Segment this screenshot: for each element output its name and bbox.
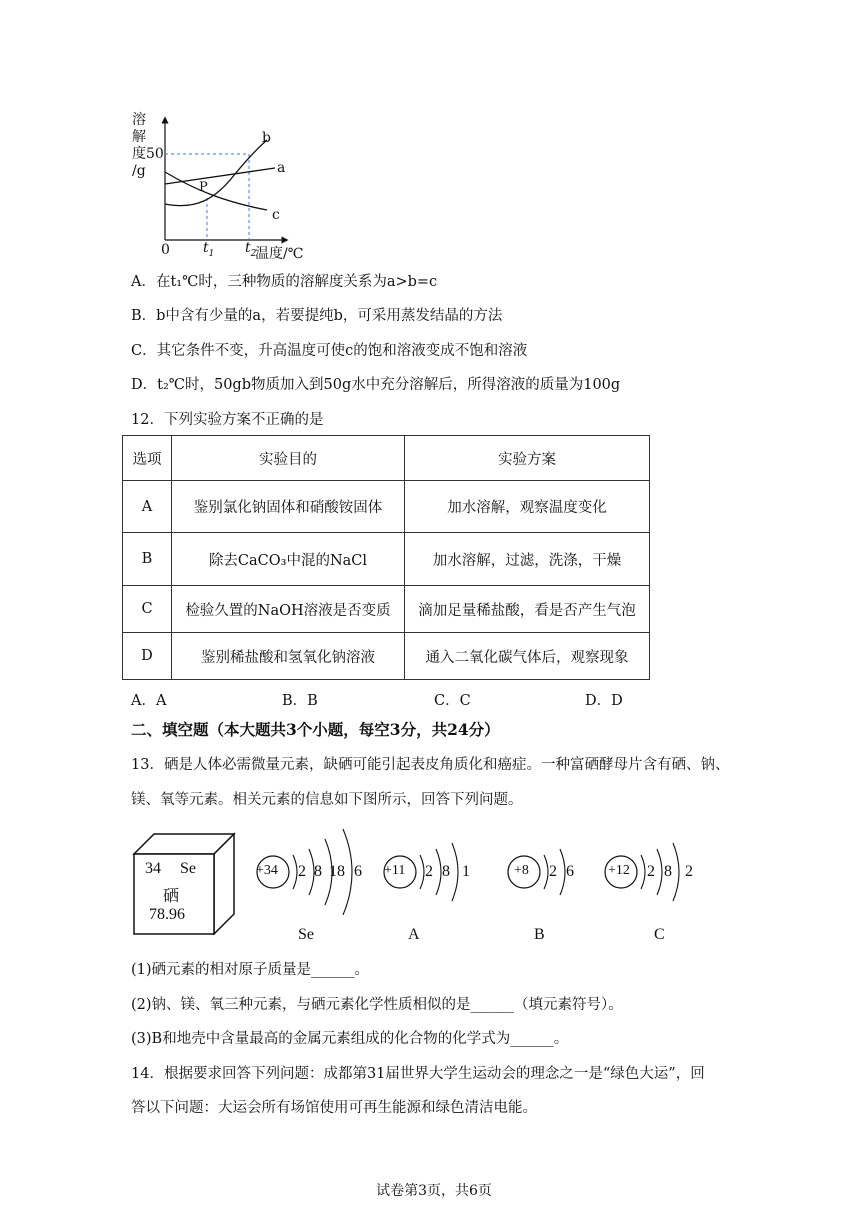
element-card-box [130,830,240,935]
q13-sub2: (2)钠、镁、氧三种元素，与硒元素化学性质相似的是______（填元素符号）。 [131,997,623,1013]
nucleus-b-label: +8 [514,863,529,878]
solubility-graph [125,110,325,260]
element-mass: 78.96 [149,906,185,923]
header-option: 选项 [123,436,172,481]
nucleus-c-label: +12 [608,863,630,878]
y-tick-50: 50 [146,146,164,162]
element-symbol: Se [180,860,196,877]
table-header-row [123,436,650,481]
curve-label-b: b [262,130,271,146]
se-shell-3: 18 [329,863,345,880]
element-name: 硒 [163,886,180,905]
experiment-table [122,435,650,680]
q12-choice-c: C．C [434,693,471,709]
a-shell-3: 1 [462,863,470,880]
y-axis-label: 溶 解 度 /g [132,112,146,179]
element-number: 34 [145,860,161,877]
curve-label-c: c [272,207,280,223]
atom-label-b: B [534,926,545,943]
header-purpose: 实验目的 [172,436,405,481]
se-shell-2: 8 [314,863,322,880]
curve-label-a: a [277,160,286,176]
atom-label-se: Se [298,926,314,943]
x-axis-label: 温度/℃ [255,246,304,262]
q12-choice-b: B．B [282,693,318,709]
nucleus-se-label: +34 [256,863,278,878]
q12-choice-a: A．A [131,693,167,709]
point-p-label: P [199,180,208,195]
q12-stem: 12．下列实验方案不正确的是 [131,412,324,428]
c-shell-1: 2 [647,863,655,880]
q13-sub1: (1)硒元素的相对原子质量是______。 [131,962,370,978]
c-shell-3: 2 [685,863,693,880]
section-heading: 二、填空题（本大题共3个小题，每空3分，共24分） [131,720,500,739]
q11-option-b: B．b中含有少量的a，若要提纯b，可采用蒸发结晶的方法 [131,308,503,324]
q13-sub3: (3)B和地壳中含量最高的金属元素组成的化合物的化学式为______。 [131,1031,569,1047]
q13-stem-line1: 13．硒是人体必需微量元素，缺硒可能引起表皮角质化和癌症。一种富硒酵母片含有硒、钠、 [131,757,730,773]
b-shell-2: 6 [566,863,574,880]
q14-line2: 答以下问题：大运会所有场馆使用可再生能源和绿色清洁电能。 [131,1100,537,1116]
table-row: A 鉴别氯化钠固体和硝酸铵固体 加水溶解，观察温度变化 [123,481,650,533]
a-shell-1: 2 [425,863,433,880]
a-shell-2: 8 [442,863,450,880]
table-row: B 除去CaCO₃中混的NaCl 加水溶解，过滤，洗涤，干燥 [123,533,650,586]
b-shell-1: 2 [549,863,557,880]
atom-label-c: C [654,926,665,943]
x-tick-t2: $t_2$ [245,240,257,259]
se-shell-1: 2 [298,863,306,880]
page-footer: 试卷第3页，共6页 [376,1183,492,1199]
atom-label-a: A [408,926,420,943]
x-tick-t1: $t_1$ [203,240,215,259]
q13-stem-line2: 镁、氧等元素。相关元素的信息如下图所示，回答下列问题。 [131,792,523,808]
table-row: C 检验久置的NaOH溶液是否变质 滴加足量稀盐酸，看是否产生气泡 [123,586,650,633]
q11-option-c: C．其它条件不变，升高温度可使c的饱和溶液变成不饱和溶液 [131,343,528,359]
curve-c [165,172,267,210]
q12-choice-d: D．D [585,693,623,709]
q11-option-a: A．在t₁℃时，三种物质的溶解度关系为a>b=c [131,274,438,290]
q11-option-d: D．t₂℃时，50gb物质加入到50g水中充分溶解后，所得溶液的质量为100g [131,377,621,393]
header-plan: 实验方案 [405,436,650,481]
c-shell-2: 8 [664,863,672,880]
table-row: D 鉴别稀盐酸和氢氧化钠溶液 通入二氧化碳气体后，观察现象 [123,633,650,680]
se-shell-4: 6 [354,863,362,880]
nucleus-a-label: +11 [384,863,406,878]
q14-line1: 14．根据要求回答下列问题：成都第31届世界大学生运动会的理念之一是“绿色大运”，回 [131,1066,705,1082]
x-origin: 0 [161,242,170,258]
